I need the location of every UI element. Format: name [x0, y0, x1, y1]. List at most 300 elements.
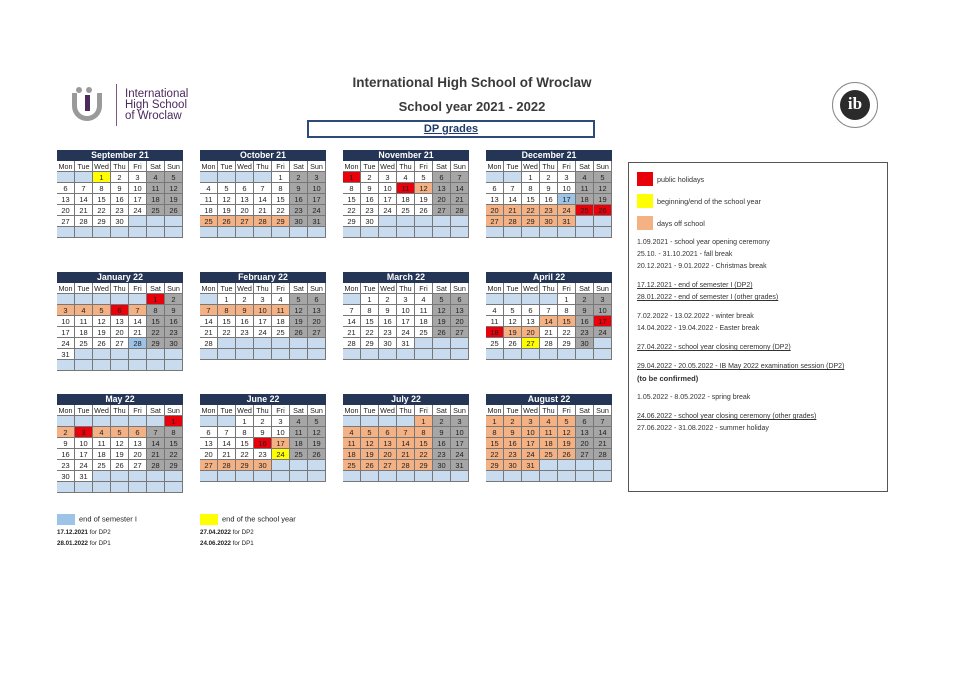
- empty-cell: [504, 227, 522, 238]
- empty-cell: [200, 416, 218, 427]
- day-cell: 8: [272, 183, 290, 194]
- empty-cell: [576, 460, 594, 471]
- day-cell: 13: [576, 427, 594, 438]
- day-cell: 23: [576, 327, 594, 338]
- day-cell: 26: [218, 216, 236, 227]
- legend-note: [637, 273, 879, 280]
- legend-note: 1.05.2022 - 8.05.2022 - spring break: [637, 394, 751, 401]
- day-cell: 31: [397, 338, 415, 349]
- day-cell: 20: [576, 438, 594, 449]
- day-cell: 17: [254, 316, 272, 327]
- weekday-header: Thu: [254, 161, 272, 172]
- day-cell: 10: [129, 183, 147, 194]
- weekday-header: Fri: [415, 283, 433, 294]
- day-cell: 10: [57, 316, 75, 327]
- legend-note: 25.10. - 31.10.2021 - fall break: [637, 251, 733, 258]
- day-cell: 3: [451, 416, 469, 427]
- empty-cell: [343, 471, 361, 482]
- weekday-header: Mon: [486, 161, 504, 172]
- month-grid: [57, 405, 183, 493]
- empty-cell: [486, 294, 504, 305]
- day-cell: 12: [308, 427, 326, 438]
- weekday-header: Sun: [451, 405, 469, 416]
- day-cell: 5: [415, 172, 433, 183]
- page-subtitle: School year 2021 - 2022: [398, 99, 546, 114]
- empty-cell: [486, 471, 504, 482]
- empty-cell: [57, 360, 75, 371]
- day-cell: 5: [361, 427, 379, 438]
- legend-swatch: [637, 172, 653, 186]
- empty-cell: [129, 360, 147, 371]
- day-cell: 18: [147, 194, 165, 205]
- day-cell: 9: [540, 183, 558, 194]
- weekday-header: Wed: [236, 283, 254, 294]
- day-cell: 19: [558, 438, 576, 449]
- weekday-header: Fri: [272, 405, 290, 416]
- empty-cell: [57, 416, 75, 427]
- day-cell: 3: [558, 172, 576, 183]
- empty-cell: [200, 172, 218, 183]
- day-cell: 3: [594, 294, 612, 305]
- empty-cell: [165, 471, 183, 482]
- weekday-header: Thu: [540, 405, 558, 416]
- day-cell: 16: [361, 194, 379, 205]
- day-cell: 21: [594, 438, 612, 449]
- empty-cell: [111, 416, 129, 427]
- day-cell: 14: [75, 194, 93, 205]
- day-cell: 16: [379, 316, 397, 327]
- day-cell: 20: [200, 449, 218, 460]
- day-cell: 9: [236, 305, 254, 316]
- day-cell: 1: [218, 294, 236, 305]
- weekday-header: Sun: [594, 405, 612, 416]
- weekday-header: Sun: [594, 283, 612, 294]
- legend-note: [637, 335, 879, 342]
- day-cell: 16: [433, 438, 451, 449]
- legend-label: days off school: [657, 218, 705, 228]
- day-cell: 20: [451, 316, 469, 327]
- empty-cell: [594, 349, 612, 360]
- day-cell: 13: [236, 194, 254, 205]
- day-cell: 26: [111, 460, 129, 471]
- day-cell: 2: [433, 416, 451, 427]
- day-cell: 17: [522, 438, 540, 449]
- day-cell: 28: [343, 338, 361, 349]
- day-cell: 11: [272, 305, 290, 316]
- day-cell: 5: [165, 172, 183, 183]
- empty-cell: [147, 349, 165, 360]
- day-cell: 21: [200, 327, 218, 338]
- empty-cell: [576, 471, 594, 482]
- day-cell: 10: [308, 183, 326, 194]
- day-cell: 11: [540, 427, 558, 438]
- day-cell: 19: [218, 205, 236, 216]
- empty-cell: [129, 349, 147, 360]
- logo-line: of Wroclaw: [125, 109, 182, 122]
- month-grid: [486, 405, 612, 482]
- empty-cell: [93, 482, 111, 493]
- empty-cell: [308, 338, 326, 349]
- weekday-header: Sun: [165, 161, 183, 172]
- day-cell: 2: [57, 427, 75, 438]
- day-cell: 9: [111, 183, 129, 194]
- day-cell: 28: [451, 205, 469, 216]
- weekday-header: Sat: [147, 283, 165, 294]
- day-cell: 30: [111, 216, 129, 227]
- weekday-header: Sat: [576, 283, 594, 294]
- day-cell: 7: [218, 427, 236, 438]
- weekday-header: Sat: [433, 161, 451, 172]
- day-cell: 23: [165, 327, 183, 338]
- weekday-header: Tue: [504, 161, 522, 172]
- day-cell: 4: [290, 416, 308, 427]
- weekday-header: Fri: [558, 161, 576, 172]
- weekday-header: Sat: [147, 405, 165, 416]
- month-grid: [200, 161, 326, 238]
- legend-note: [637, 354, 879, 361]
- weekday-header: Sun: [594, 161, 612, 172]
- day-cell: 22: [93, 205, 111, 216]
- empty-cell: [93, 360, 111, 371]
- legend-note: 27.04.2022 - school year closing ceremony (DP2): [637, 344, 791, 351]
- day-cell: 30: [165, 338, 183, 349]
- day-cell: 9: [290, 183, 308, 194]
- day-cell: 17: [594, 316, 612, 327]
- month-title: August 22: [486, 394, 612, 405]
- empty-cell: [254, 471, 272, 482]
- day-cell: 24: [451, 449, 469, 460]
- month-calendar: [343, 394, 469, 482]
- empty-cell: [93, 294, 111, 305]
- empty-cell: [504, 172, 522, 183]
- empty-cell: [558, 471, 576, 482]
- day-cell: 16: [504, 438, 522, 449]
- day-cell: 10: [272, 427, 290, 438]
- empty-cell: [433, 227, 451, 238]
- weekday-header: Thu: [111, 283, 129, 294]
- empty-cell: [147, 416, 165, 427]
- empty-cell: [165, 482, 183, 493]
- weekday-header: Sun: [165, 283, 183, 294]
- day-cell: 12: [558, 427, 576, 438]
- day-cell: 5: [594, 172, 612, 183]
- weekday-header: Thu: [397, 161, 415, 172]
- month-title: March 22: [343, 272, 469, 283]
- day-cell: 22: [236, 449, 254, 460]
- day-cell: 30: [504, 460, 522, 471]
- day-cell: 25: [200, 216, 218, 227]
- weekday-header: Thu: [540, 161, 558, 172]
- day-cell: 7: [200, 305, 218, 316]
- day-cell: 31: [522, 460, 540, 471]
- day-cell: 6: [576, 416, 594, 427]
- day-cell: 6: [236, 183, 254, 194]
- empty-cell: [415, 338, 433, 349]
- weekday-header: Thu: [111, 405, 129, 416]
- empty-cell: [93, 416, 111, 427]
- empty-cell: [379, 349, 397, 360]
- month-title: April 22: [486, 272, 612, 283]
- empty-cell: [129, 416, 147, 427]
- weekday-header: Tue: [504, 405, 522, 416]
- day-cell: 21: [218, 449, 236, 460]
- day-cell: 4: [75, 305, 93, 316]
- legend-swatch: [637, 216, 653, 230]
- empty-cell: [415, 216, 433, 227]
- weekday-header: Sun: [451, 161, 469, 172]
- day-cell: 24: [522, 449, 540, 460]
- weekday-header: Tue: [504, 283, 522, 294]
- day-cell: 8: [361, 305, 379, 316]
- day-cell: 22: [147, 327, 165, 338]
- weekday-header: Tue: [218, 405, 236, 416]
- ib-logo: [832, 82, 878, 128]
- day-cell: 5: [290, 294, 308, 305]
- empty-cell: [75, 416, 93, 427]
- empty-cell: [290, 227, 308, 238]
- empty-cell: [290, 338, 308, 349]
- empty-cell: [290, 471, 308, 482]
- day-cell: 19: [594, 194, 612, 205]
- day-cell: 17: [129, 194, 147, 205]
- day-cell: 13: [451, 305, 469, 316]
- day-cell: 3: [272, 416, 290, 427]
- day-cell: 10: [558, 183, 576, 194]
- day-cell: 6: [379, 427, 397, 438]
- empty-cell: [451, 338, 469, 349]
- day-cell: 10: [594, 305, 612, 316]
- day-cell: 11: [290, 427, 308, 438]
- day-cell: 8: [218, 305, 236, 316]
- empty-cell: [111, 294, 129, 305]
- day-cell: 24: [129, 205, 147, 216]
- day-cell: 31: [308, 216, 326, 227]
- empty-cell: [129, 216, 147, 227]
- day-cell: 26: [558, 449, 576, 460]
- empty-cell: [165, 349, 183, 360]
- day-cell: 4: [272, 294, 290, 305]
- empty-cell: [558, 227, 576, 238]
- day-cell: 15: [522, 194, 540, 205]
- day-cell: 29: [522, 216, 540, 227]
- day-cell: 21: [451, 194, 469, 205]
- empty-cell: [415, 227, 433, 238]
- day-cell: 24: [254, 327, 272, 338]
- empty-cell: [75, 360, 93, 371]
- month-grid: [343, 405, 469, 482]
- day-cell: 7: [343, 305, 361, 316]
- weekday-header: Tue: [75, 283, 93, 294]
- day-cell: 11: [397, 183, 415, 194]
- bottom-legend-date: 28.01.2022 for DP1: [57, 540, 111, 547]
- empty-cell: [343, 349, 361, 360]
- day-cell: 6: [200, 427, 218, 438]
- day-cell: 14: [254, 194, 272, 205]
- day-cell: 29: [165, 460, 183, 471]
- day-cell: 19: [290, 316, 308, 327]
- empty-cell: [290, 349, 308, 360]
- weekday-header: Wed: [379, 161, 397, 172]
- day-cell: 27: [236, 216, 254, 227]
- day-cell: 15: [218, 316, 236, 327]
- weekday-header: Mon: [200, 405, 218, 416]
- day-cell: 4: [486, 305, 504, 316]
- bottom-legend-label: end of the school year: [222, 514, 296, 524]
- legend-note: [637, 304, 879, 311]
- month-title: January 22: [57, 272, 183, 283]
- day-cell: 3: [57, 305, 75, 316]
- empty-cell: [451, 227, 469, 238]
- day-cell: 17: [75, 449, 93, 460]
- day-cell: 15: [486, 438, 504, 449]
- day-cell: 10: [379, 183, 397, 194]
- empty-cell: [397, 227, 415, 238]
- day-cell: 2: [290, 172, 308, 183]
- day-cell: 7: [540, 305, 558, 316]
- empty-cell: [522, 471, 540, 482]
- month-calendar: [200, 150, 326, 238]
- day-cell: 15: [165, 438, 183, 449]
- day-cell: 8: [558, 305, 576, 316]
- day-cell: 23: [254, 449, 272, 460]
- empty-cell: [272, 338, 290, 349]
- empty-cell: [361, 471, 379, 482]
- day-cell: 28: [147, 460, 165, 471]
- month-calendar: [200, 272, 326, 360]
- day-cell: 30: [433, 460, 451, 471]
- day-cell: 21: [254, 205, 272, 216]
- month-grid: [200, 405, 326, 482]
- weekday-header: Mon: [343, 161, 361, 172]
- day-cell: 29: [93, 216, 111, 227]
- month-calendar: [57, 394, 183, 493]
- day-cell: 16: [236, 316, 254, 327]
- day-cell: 23: [433, 449, 451, 460]
- weekday-header: Fri: [272, 283, 290, 294]
- empty-cell: [93, 471, 111, 482]
- day-cell: 27: [522, 338, 540, 349]
- month-calendar: [486, 150, 612, 238]
- day-cell: 3: [129, 172, 147, 183]
- day-cell: 4: [343, 427, 361, 438]
- day-cell: 5: [111, 427, 129, 438]
- empty-cell: [254, 349, 272, 360]
- empty-cell: [308, 227, 326, 238]
- empty-cell: [415, 349, 433, 360]
- empty-cell: [379, 216, 397, 227]
- legend-item: [637, 171, 879, 187]
- day-cell: 19: [111, 449, 129, 460]
- ib-logo-icon: ib: [840, 90, 870, 120]
- weekday-header: Fri: [272, 161, 290, 172]
- weekday-header: Sat: [576, 405, 594, 416]
- day-cell: 21: [397, 449, 415, 460]
- day-cell: 23: [57, 460, 75, 471]
- day-cell: 27: [451, 327, 469, 338]
- day-cell: 2: [236, 294, 254, 305]
- day-cell: 6: [451, 294, 469, 305]
- legend-note: 24.06.2022 - school year closing ceremony (other grades): [637, 413, 817, 420]
- day-cell: 18: [343, 449, 361, 460]
- empty-cell: [540, 294, 558, 305]
- empty-cell: [308, 349, 326, 360]
- day-cell: 20: [433, 194, 451, 205]
- empty-cell: [272, 460, 290, 471]
- day-cell: 17: [57, 327, 75, 338]
- day-cell: 27: [129, 460, 147, 471]
- day-cell: 14: [129, 316, 147, 327]
- weekday-header: Wed: [93, 161, 111, 172]
- empty-cell: [147, 216, 165, 227]
- day-cell: 16: [540, 194, 558, 205]
- legend-label: public holidays: [657, 174, 705, 184]
- day-cell: 24: [397, 327, 415, 338]
- day-cell: 8: [343, 183, 361, 194]
- day-cell: 31: [57, 349, 75, 360]
- day-cell: 31: [558, 216, 576, 227]
- day-cell: 15: [147, 316, 165, 327]
- weekday-header: Wed: [93, 283, 111, 294]
- empty-cell: [57, 227, 75, 238]
- weekday-header: Tue: [361, 161, 379, 172]
- day-cell: 14: [343, 316, 361, 327]
- day-cell: 5: [433, 294, 451, 305]
- weekday-header: Wed: [93, 405, 111, 416]
- day-cell: 8: [415, 427, 433, 438]
- day-cell: 8: [93, 183, 111, 194]
- day-cell: 14: [147, 438, 165, 449]
- empty-cell: [397, 416, 415, 427]
- day-cell: 5: [308, 416, 326, 427]
- day-cell: 27: [57, 216, 75, 227]
- day-cell: 28: [129, 338, 147, 349]
- empty-cell: [576, 227, 594, 238]
- empty-cell: [236, 172, 254, 183]
- weekday-header: Fri: [129, 405, 147, 416]
- day-cell: 12: [594, 183, 612, 194]
- day-cell: 11: [200, 194, 218, 205]
- day-cell: 21: [540, 327, 558, 338]
- month-calendar: [57, 272, 183, 371]
- day-cell: 26: [433, 327, 451, 338]
- logo-line: International: [125, 87, 189, 100]
- day-cell: 9: [504, 427, 522, 438]
- day-cell: 26: [504, 338, 522, 349]
- day-cell: 21: [75, 205, 93, 216]
- empty-cell: [361, 227, 379, 238]
- day-cell: 27: [576, 449, 594, 460]
- day-cell: 2: [379, 294, 397, 305]
- day-cell: 2: [540, 172, 558, 183]
- empty-cell: [236, 338, 254, 349]
- day-cell: 22: [361, 327, 379, 338]
- empty-cell: [129, 294, 147, 305]
- day-cell: 9: [254, 427, 272, 438]
- weekday-header: Tue: [218, 283, 236, 294]
- day-cell: 6: [129, 427, 147, 438]
- empty-cell: [540, 460, 558, 471]
- day-cell: 13: [57, 194, 75, 205]
- weekday-header: Mon: [486, 405, 504, 416]
- day-cell: 23: [361, 205, 379, 216]
- day-cell: 30: [254, 460, 272, 471]
- day-cell: 27: [111, 338, 129, 349]
- weekday-header: Sat: [290, 405, 308, 416]
- month-calendar: [57, 150, 183, 238]
- day-cell: 13: [111, 316, 129, 327]
- day-cell: 6: [111, 305, 129, 316]
- day-cell: 7: [254, 183, 272, 194]
